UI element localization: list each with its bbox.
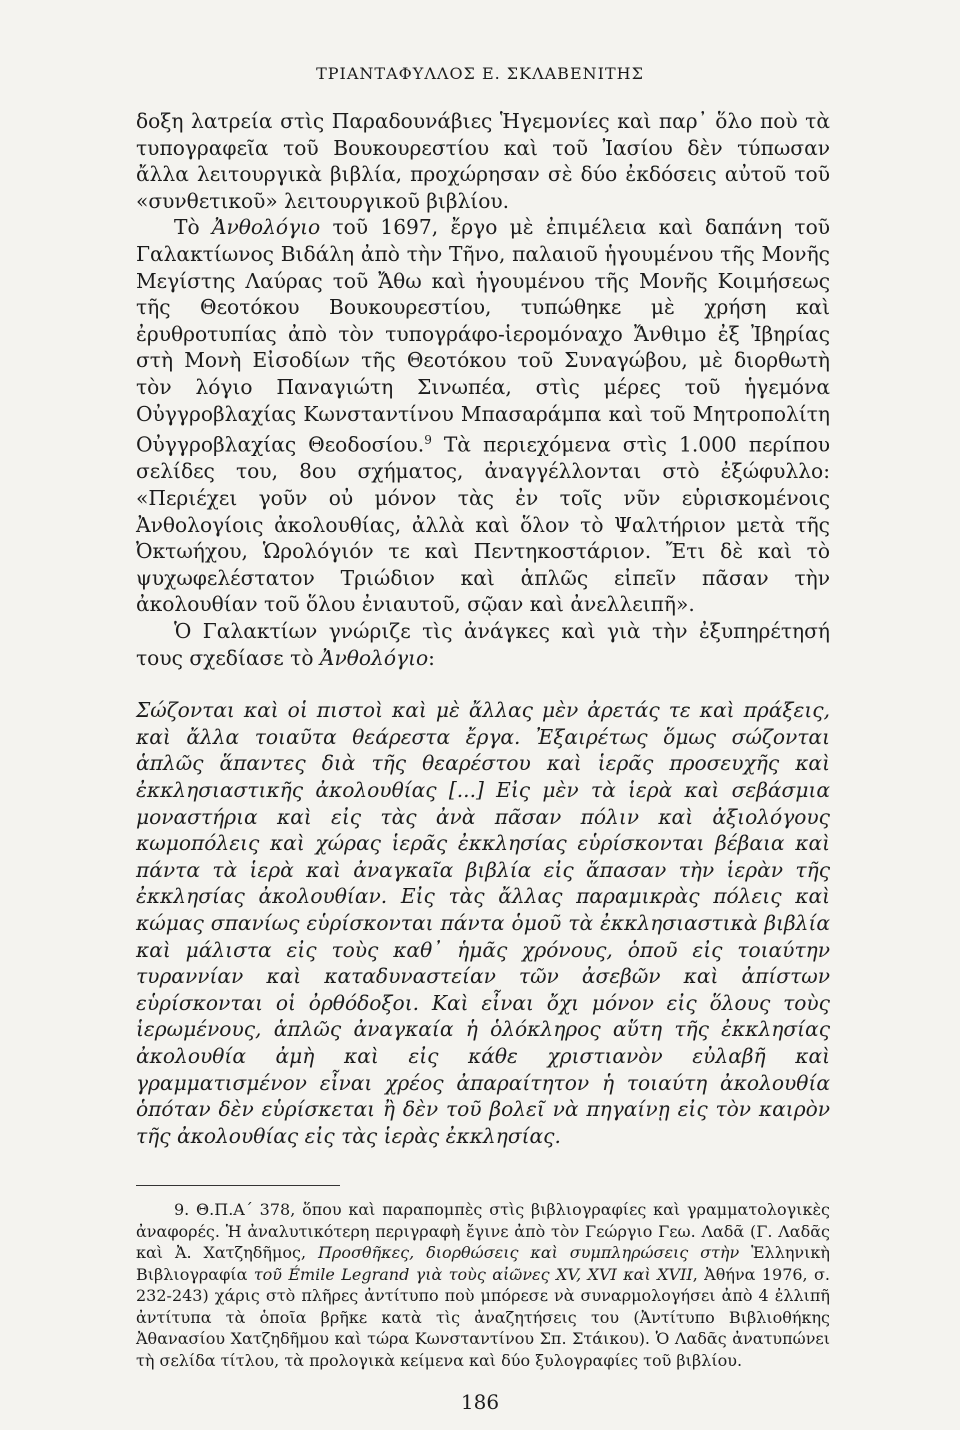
main-text bbox=[136, 108, 830, 1149]
block-quote: Σώζονται καὶ οἱ πιστοὶ καὶ μὲ ἄλλας μὲν ἀρετάς τε καὶ πράξεις, καὶ ἄλλα τοιαῦτα θεάρεστα ἔργα. Ἐξαιρέτως ὅμως σώζονται ἁπλῶς ἅπαντες διὰ τῆς θεαρέστου καὶ ἱερᾶς προσευχῆς καὶ ἐκκλησιαστικῆς ἀκολουθίας [...] Εἰς μὲν τὰ ἱερὰ καὶ σεβάσμια μοναστήρια καὶ εἰς τὰς ἀνὰ πᾶσαν πόλιν καὶ ἀξιολόγους κωμοπόλεις καὶ χώρας ἱερᾶς ἐκκλησίας εὑρίσκονται βέβαια καὶ πάντα τὰ ἱερὰ καὶ ἀναγκαῖα βιβλία εἰς ἅπασαν τὴν ἱερὰν τῆς ἐκκλησίας ἀκολουθίαν. Εἰς τὰς ἄλλας παραμικρὰς πόλεις καὶ κώμας σπανίως εὑρίσκονται πάντα ὁμοῦ τὰ ἐκκλησιαστικὰ βιβλία καὶ μάλιστα εἰς τοὺς καθ᾽ ἡμᾶς χρόνους, ὁποῦ εἰς τοιαύτην τυραννίαν καὶ καταδυναστείαν τῶν ἀσεβῶν καὶ ἀπίστων εὑρίσκονται οἱ ὀρθόδοξοι. Καὶ εἶναι ὄχι μόνον εἰς ὅλους τοὺς ἱερωμένους, ἁπλῶς ἀναγκαία ἡ ὁλόκληρος αὕτη τῆς ἐκκλησίας ἀκολουθία ἀμὴ καὶ εἰς κάθε χριστιανὸν εὐλαβῆ καὶ γραμματισμένον εἶναι χρέος ἀπαραίτητον ἡ τοιαύτη ἀκολουθία ὁπόταν δὲν εὑρίσκεται ἢ δὲν τοῦ βολεῖ νὰ πηγαίνῃ εἰς τὸν καιρὸν τῆς ἀκολουθίας εἰς τὰς ἱερὰς ἐκκλησίας. bbox=[136, 698, 830, 1148]
footnote-ref: 9 bbox=[424, 433, 432, 448]
paragraph-3 bbox=[136, 618, 830, 671]
footnote-title-2: Ἑλληνικὴ Βιβλιογραφία bbox=[136, 1243, 831, 1284]
paragraph-2 bbox=[136, 214, 830, 618]
p2-part-a: Τὸ bbox=[174, 215, 212, 240]
p3-part-b: : bbox=[428, 645, 435, 670]
footnote-9 bbox=[136, 1199, 830, 1371]
p3-part-a: Ὁ Γαλακτίων γνώριζε τὶς ἀνάγκες καὶ γιὰ τὴν ἐξυπηρέτησή τους σχεδίασε τὸ bbox=[136, 619, 830, 670]
paragraph-1: δοξη λατρεία στὶς Παραδουνάβιες Ἡγεμονίες καὶ παρ᾽ ὅλο ποὺ τὰ τυπογραφεῖα τοῦ Βουκουρεστίου καὶ τοῦ Ἰασίου δὲν τύπωσαν ἄλλα λειτουργικὰ βιβλία, προχώρησαν σὲ δύο ἐκδόσεις αὐτοῦ τοῦ «συνθετικοῦ» λειτουργικοῦ βιβλίου. bbox=[136, 109, 830, 213]
p2-part-b: τοῦ 1697, ἔργο μὲ ἐπιμέλεια καὶ δαπάνη τοῦ Γαλακτίωνος Βιδάλη ἀπὸ τὴν Τῆνο, παλαιοῦ ἡγουμένου τῆς Μονῆς Μεγίστης Λαύρας τοῦ Ἄθω καὶ ἡγουμένου τῆς Μονῆς Κοιμήσεως τῆς Θεοτόκου Βουκουρεστίου, τυπώθηκε μὲ χρήση καὶ ἐρυθροτυπίας ἀπὸ τὸν τυπογράφο-ἱερομόναχο Ἄνθιμο ἐξ Ἰβηρίας στὴ Μονὴ Εἰσοδίων τῆς Θεοτόκου τοῦ Συναγώβου, μὲ διορθωτὴ τὸν λόγιο Παναγιώτη Σινωπέα, στὶς μέρες τοῦ ἡγεμόνα Οὐγγροβλαχίας Κωνσταντίνου Μπασαράμπα καὶ τοῦ Μητροπολίτη Οὐγγροβλαχίας Θεοδοσίου. bbox=[136, 215, 830, 457]
footnote-title-1: Προσθῆκες, διορθώσεις καὶ συμπληρώσεις στὴν bbox=[317, 1243, 740, 1262]
running-head: ΤΡΙΑΝΤΑΦΥΛΛΟΣ Ε. ΣΚΛΑΒΕΝΙΤΗΣ bbox=[316, 64, 644, 83]
footnote-part-b: , Ἀθήνα 1976, σ. 232-243) χάρις στὸ πλῆρες ἀντίτυπο ποὺ μπόρεσε νὰ συναρμολογήσει ἀπὸ 4 ἐλλιπῆ ἀντίτυπα τὰ ὁποῖα βρῆκε κατὰ τὶς ἀναζητήσεις του (Ἀντίτυπο Βιβλιοθήκης Ἀθανασίου Χατζηδῆμου καὶ τώρα Κωνσταντίνου Σπ. Στάικου). Ὁ Λαδᾶς ἀνατυπώνει τὴ σελίδα τίτλου, τὰ προλογικὰ κείμενα καὶ δύο ξυλογραφίες τοῦ βιβλίου. bbox=[136, 1264, 831, 1370]
footnote-part-a: 9. Θ.Π.Α΄ 378, ὅπου καὶ παραπομπὲς στὶς βιβλιογραφίες καὶ γραμματολογικὲς ἀναφορές. Ἡ ἀναλυτικότερη περιγραφὴ ἔγινε ἀπὸ τὸν Γεώργιο Γεω. Λαδᾶ (Γ. Λαδᾶς καὶ Ἀ. Χατζηδῆμος, bbox=[136, 1200, 830, 1262]
book-title: Ἀνθολόγιο bbox=[211, 215, 321, 240]
p2-part-c: Τὰ περιεχόμενα στὶς 1.000 περίπου σελίδες του, 8ου σχήματος, ἀναγγέλλονται στὸ ἐξώφυλλο: «Περιέχει γοῦν οὐ μόνον τὰς ἐν τοῖς νῦν εὑρισκομένοις Ἀνθολογίοις ἀκολουθίας, ἀλλὰ καὶ ὅλον τὸ Ψαλτήριον μετὰ τῆς Ὀκτωήχου, Ὡρολόγιόν τε καὶ Πεντηκοστάριον. Ἔτι δὲ καὶ τὸ ψυχωφελέστατον Τριώδιον καὶ ἁπλῶς εἰπεῖν πᾶσαν τὴν ἀκολουθίαν τοῦ ὅλου ἐνιαυτοῦ, σῷαν καὶ ἀνελλειπῆ». bbox=[136, 432, 830, 617]
page-number: 186 bbox=[460, 1390, 500, 1414]
book-title-2: Ἀνθολόγιο bbox=[319, 645, 429, 670]
footnote-divider bbox=[136, 1185, 340, 1186]
footnote-title-3: τοῦ Émile Legrand γιὰ τοὺς αἰῶνες XV, XVI καὶ XVII bbox=[247, 1264, 693, 1284]
